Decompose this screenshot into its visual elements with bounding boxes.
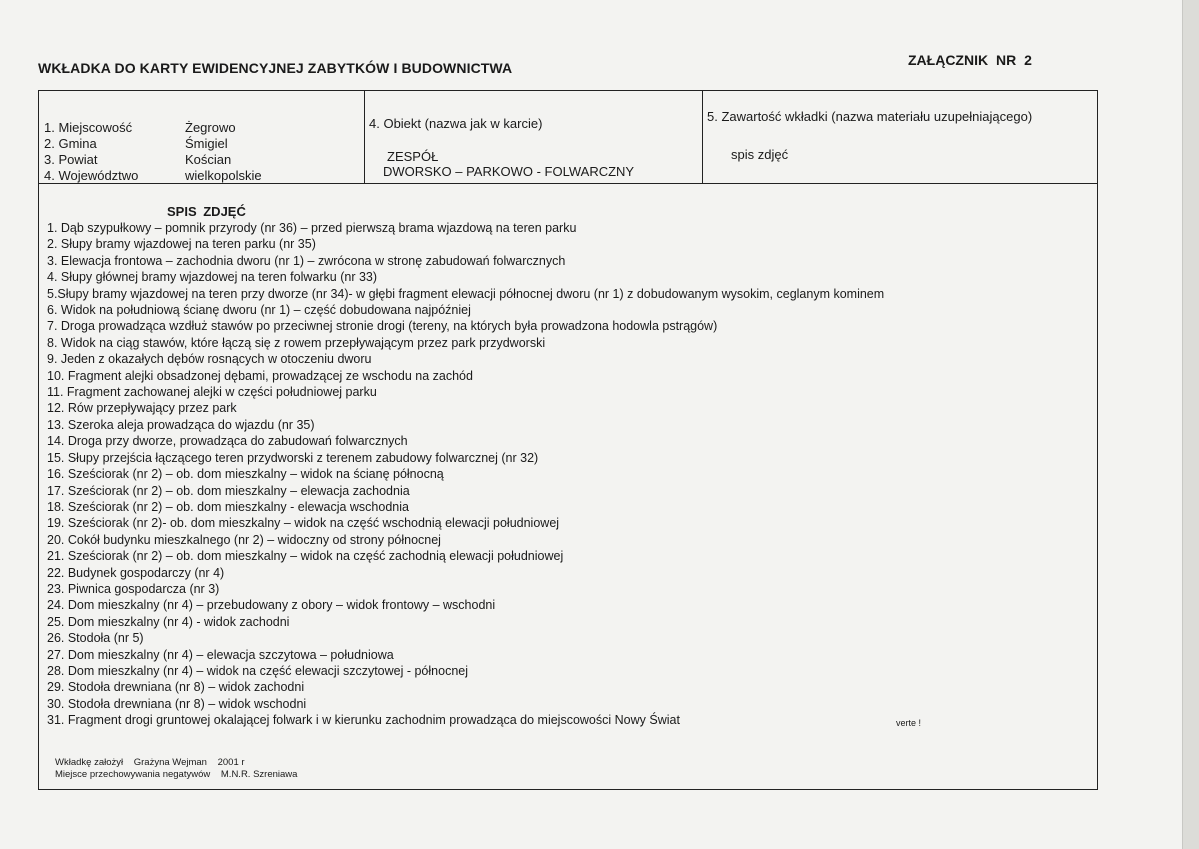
created-by-label: Wkładkę założył [55,757,124,768]
storage-label: Miejsce przechowywania negatywów [55,769,211,780]
photo-list-item: 18. Sześciorak (nr 2) – ob. dom mieszkalny - elewacja wschodnia [47,499,409,514]
object-cell [365,91,703,183]
photo-list-item: 1. Dąb szypułkowy – pomnik przyrody (nr 36) – przed pierwszą brama wjazdową na teren parku [47,221,577,235]
photo-list-item: 7. Droga prowadząca wzdłuż stawów po przeciwnej stronie drogi (tereny, na których była prowadzona hodowla pstrągów) [47,319,718,334]
annex-number: ZAŁĄCZNIK NR 2 [908,52,1032,68]
verte-note: verte ! [896,718,922,728]
photo-list-item: 25. Dom mieszkalny (nr 4) - widok zachodni [47,614,290,629]
document-title: WKŁADKA DO KARTY EWIDENCYJNEJ ZABYTKÓW I BUDOWNICTWA [38,60,513,76]
storage-value: M.N.R. Szreniawa [220,769,298,780]
form-header-row [39,91,1097,184]
field-label: 1. Miejscowość [44,120,133,135]
photo-list-item: 24. Dom mieszkalny (nr 4) – przebudowany z obory – widok frontowy – wschodni [47,598,496,613]
object-value-line2: DWORSKO – PARKOWO - FOLWARCZNY [383,164,635,179]
contents-value: spis zdjęć [731,147,789,162]
photo-list-item: 14. Droga przy dworze, prowadząca do zabudowań folwarcznych [47,434,408,449]
location-cell [39,91,365,183]
photo-list-item: 9. Jeden z okazałych dębów rosnących w otoczeniu dworu [47,352,372,367]
photo-list-item: 6. Widok na południową ścianę dworu (nr 1) – część dobudowana najpóźniej [47,303,471,318]
object-value-line1: ZESPÓŁ [387,149,439,164]
photo-list-item: 4. Słupy głównej bramy wjazdowej na teren folwarku (nr 33) [47,270,378,285]
field-label: 3. Powiat [44,152,98,167]
field-row [44,152,262,168]
photo-list-item: 12. Rów przepływający przez park [47,401,237,416]
photo-list-item: 17. Sześciorak (nr 2) – ob. dom mieszkalny – elewacja zachodnia [47,483,410,498]
photo-list-item: 16. Sześciorak (nr 2) – ob. dom mieszkalny – widok na ścianę północną [47,467,444,482]
storage-line [55,769,305,781]
field-row [44,168,262,184]
field-row [44,120,262,136]
photo-list-item: 10. Fragment alejki obsadzonej dębami, prowadzącej ze wschodu na zachód [47,368,473,383]
photo-list-item: 11. Fragment zachowanej alejki w części południowej parku [47,385,377,400]
photo-list [47,220,884,729]
photo-list-item: 31. Fragment drogi gruntowej okalającej folwark i w kierunku zachodnim prowadząca do miejscowości Nowy Świat [47,713,680,728]
photo-list-item: 30. Stodoła drewniana (nr 8) – widok wschodni [47,696,307,711]
photo-list-item: 5.Słupy bramy wjazdowej na teren przy dworze (nr 34)- w głębi fragment elewacji północnej dworu (nr 1) z dobudowanym wysokim, ceglanym kominem [47,286,885,301]
photo-list-item: 8. Widok na ciąg stawów, które łączą się z rowem przepływającym przez park przydworski [47,335,546,350]
field-value: Żegrowo [185,120,236,135]
photo-list-item: 2. Słupy bramy wjazdowej na teren parku (nr 35) [47,237,316,252]
field-value: Kościan [185,152,232,167]
photo-list-item: 23. Piwnica gospodarcza (nr 3) [47,581,220,596]
field-value: wielkopolskie [185,168,262,183]
page-edge [1182,0,1199,849]
photo-list-item: 19. Sześciorak (nr 2)- ob. dom mieszkalny – widok na część wschodnią elewacji południowej [47,516,560,531]
photo-list-item: 22. Budynek gospodarczy (nr 4) [47,565,225,580]
photo-list-item: 29. Stodoła drewniana (nr 8) – widok zachodni [47,680,305,695]
form-frame [38,90,1098,790]
created-year: 2001 r [217,757,245,768]
photo-list-item: 15. Słupy przejścia łączącego teren przydworski z terenem zabudowy folwarcznej (nr 32) [47,450,539,465]
photo-list-item: 20. Cokół budynku mieszkalnego (nr 2) – widoczny od strony północnej [47,532,441,547]
photo-list-item: 3. Elewacja frontowa – zachodnia dworu (nr 1) – zwrócona w stronę zabudowań folwarcznych [47,253,566,268]
photo-list-item: 13. Szeroka aleja prowadząca do wjazdu (nr 35) [47,417,315,432]
object-label: 4. Obiekt (nazwa jak w karcie) [369,116,543,131]
contents-label: 5. Zawartość wkładki (nazwa materiału uzupełniającego) [707,109,1033,124]
contents-cell [703,91,1097,183]
created-by-name: Grażyna Wejman [133,757,207,768]
photo-list-item: 21. Sześciorak (nr 2) – ob. dom mieszkalny – widok na część zachodnią elewacji południowej [47,549,564,564]
field-row [44,136,262,152]
created-by-line [55,757,305,769]
footer [55,757,305,781]
field-label: 2. Gmina [44,136,97,151]
photo-list-title: SPIS ZDJĘĆ [167,204,246,219]
field-label: 4. Województwo [44,168,139,183]
photo-list-item: 27. Dom mieszkalny (nr 4) – elewacja szczytowa – południowa [47,647,394,662]
field-value: Śmigiel [185,136,228,151]
photo-list-item: 28. Dom mieszkalny (nr 4) – widok na część elewacji szczytowej - północnej [47,663,468,678]
location-fields [44,120,262,184]
photo-list-item: 26. Stodoła (nr 5) [47,631,144,646]
